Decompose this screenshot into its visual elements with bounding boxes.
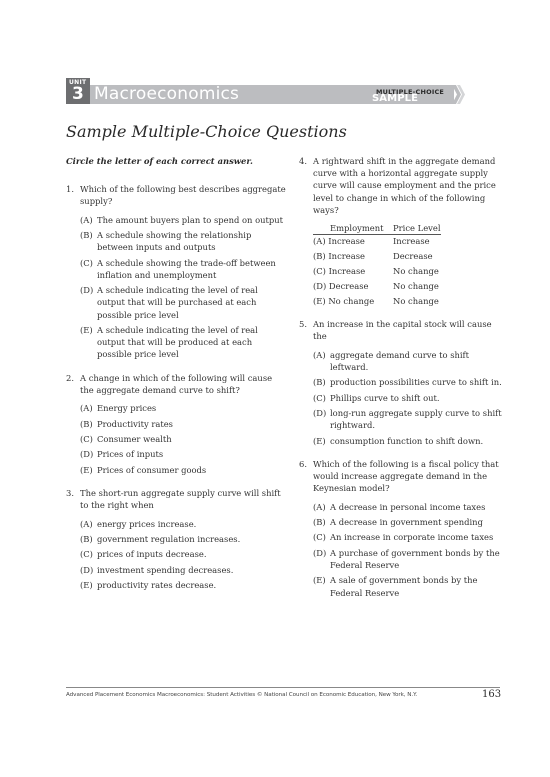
option-5c[interactable]: [313, 392, 507, 404]
option-text: An increase in corporate income taxes: [330, 532, 494, 543]
question-number: 6.: [299, 458, 307, 469]
option-1c[interactable]: [80, 257, 288, 281]
option-text: A schedule indicating the level of real output that will be produced at each possible price level: [97, 324, 258, 360]
question-5: [299, 318, 507, 342]
unit-number: 3: [72, 84, 84, 104]
price-level-value: Decrease: [393, 251, 433, 262]
option-text: prices of inputs decrease.: [97, 549, 207, 560]
option-letter: (D): [80, 285, 94, 296]
table-row[interactable]: [313, 250, 441, 265]
header-employment: Employment: [330, 223, 384, 234]
employment-value: Decrease: [328, 281, 369, 292]
question-number: 4.: [299, 156, 307, 166]
header-band: [90, 84, 454, 116]
question-number: 2.: [66, 372, 74, 383]
option-text: productivity rates decrease.: [97, 580, 217, 591]
option-letter: (A): [313, 501, 326, 512]
question-number: 3.: [66, 488, 74, 499]
option-3d[interactable]: [80, 564, 288, 576]
option-text: A purchase of government bonds by the Federal Reserve: [330, 547, 500, 570]
option-text: Phillips curve to shift out.: [330, 392, 440, 403]
option-5b[interactable]: [313, 376, 507, 388]
option-text: A decrease in government spending: [330, 516, 483, 527]
question-1-options: [66, 214, 288, 361]
option-text: A decrease in personal income taxes: [330, 501, 486, 512]
option-letter: (E): [80, 464, 93, 475]
option-3b[interactable]: [80, 533, 288, 545]
question-text: An increase in the capital stock will cause the: [313, 319, 492, 342]
option-1d[interactable]: [80, 284, 288, 321]
option-letter: (C): [80, 257, 93, 268]
option-letter: (E): [313, 575, 326, 586]
option-text: long-run aggregate supply curve to shift rightward.: [330, 408, 502, 431]
table-row[interactable]: [313, 265, 441, 280]
page-title: Sample Multiple-Choice Questions: [66, 122, 347, 141]
option-text: energy prices increase.: [97, 518, 197, 529]
question-text: A rightward shift in the aggregate demand curve with a horizontal aggregate supply curve will cause employment and the price level to change in which of the following ways?: [313, 156, 496, 215]
question-number: 1.: [66, 184, 74, 195]
option-text: production possibilities curve to shift in.: [330, 377, 502, 388]
answer-table: [313, 222, 441, 310]
option-text: Prices of inputs: [97, 449, 164, 460]
section-label-bottom: SAMPLE QUESTIONS: [372, 93, 439, 116]
section-label-top: MULTIPLE-CHOICE: [376, 88, 445, 96]
option-letter: (D): [80, 564, 94, 575]
option-text: government regulation increases.: [97, 533, 241, 544]
employment-value: Increase: [328, 266, 366, 277]
option-letter: (A): [80, 214, 93, 225]
unit-header: [66, 78, 464, 116]
table-header-row: [313, 222, 441, 235]
table-row[interactable]: [313, 295, 441, 310]
option-text: Energy prices: [97, 403, 157, 414]
unit-label: UNIT: [69, 79, 87, 86]
option-6a[interactable]: [313, 501, 507, 513]
option-3c[interactable]: [80, 548, 288, 560]
option-text: A schedule indicating the level of real output that will be purchased at each possible price level: [97, 285, 258, 320]
left-column: [66, 155, 288, 595]
option-text: Prices of consumer goods: [97, 464, 207, 475]
employment-value: No change: [328, 296, 375, 307]
option-letter: (E): [313, 435, 326, 446]
option-letter: (E): [80, 324, 93, 335]
option-2d[interactable]: [80, 448, 288, 460]
instructions: Circle the letter of each correct answer.: [66, 156, 253, 166]
question-3: [66, 487, 288, 511]
option-2e[interactable]: [80, 464, 288, 476]
option-letter: (C): [80, 549, 93, 560]
question-number: 5.: [299, 319, 307, 330]
price-level-value: No change: [393, 281, 439, 292]
price-level-value: No change: [393, 266, 439, 277]
option-letter: (C): [80, 433, 93, 444]
question-2: [66, 372, 288, 396]
option-letter: (C): [313, 266, 326, 277]
option-1a[interactable]: [80, 214, 288, 226]
question-3-options: [66, 518, 288, 592]
question-2-options: [66, 402, 288, 476]
option-6e[interactable]: [313, 574, 507, 598]
option-text: A schedule showing the relationship between inputs and outputs: [97, 230, 252, 253]
header-price-level: Price Level: [393, 223, 441, 234]
option-text: The amount buyers plan to spend on output: [97, 214, 284, 225]
page-number: 163: [482, 689, 502, 700]
option-text: Productivity rates: [97, 418, 173, 429]
option-letter: (B): [80, 533, 93, 544]
option-6c[interactable]: [313, 531, 507, 543]
question-text: The short-run aggregate supply curve will shift to the right when: [80, 488, 281, 511]
table-row[interactable]: [313, 280, 441, 295]
question-4: [299, 155, 507, 216]
option-1b[interactable]: [80, 229, 288, 253]
table-header-employment: [313, 222, 393, 235]
footer-credit: Advanced Placement Economics Macroeconomics: Student Activities © National Council on Economic Education, New York, N.Y.: [66, 692, 418, 698]
option-text: A sale of government bonds by the Federal Reserve: [330, 575, 478, 598]
option-letter: (E): [80, 580, 93, 591]
right-column: [299, 155, 507, 602]
option-letter: (A): [313, 349, 326, 360]
question-5-options: [299, 349, 507, 447]
option-letter: (B): [313, 516, 326, 527]
option-3e[interactable]: [80, 579, 288, 591]
option-letter: (B): [313, 251, 326, 262]
option-letter: (E): [313, 296, 326, 307]
option-5a[interactable]: [313, 349, 507, 373]
option-letter: (B): [313, 377, 326, 388]
question-6: [299, 458, 507, 495]
question-6-options: [299, 501, 507, 599]
option-6b[interactable]: [313, 516, 507, 528]
question-text: Which of the following is a fiscal policy that would increase aggregate demand in the Keynesian model?: [313, 458, 499, 494]
option-letter: (A): [80, 403, 93, 414]
option-text: aggregate demand curve to shift leftward.: [330, 349, 470, 372]
price-level-value: Increase: [393, 236, 430, 247]
footer-rule: [66, 687, 500, 688]
option-3a[interactable]: [80, 518, 288, 530]
option-1e[interactable]: [80, 324, 288, 361]
option-2c[interactable]: [80, 433, 288, 445]
option-letter: (A): [313, 236, 326, 247]
question-text: A change in which of the following will cause the aggregate demand curve to shift?: [80, 372, 273, 395]
option-letter: (D): [313, 408, 327, 418]
table-header-price-level: [393, 222, 441, 235]
employment-value: Increase: [328, 236, 365, 247]
option-letter: (B): [80, 230, 93, 240]
option-2b[interactable]: [80, 418, 288, 430]
question-1: [66, 183, 288, 207]
unit-badge: [66, 78, 90, 104]
option-letter: (A): [80, 518, 93, 529]
price-level-value: No change: [393, 296, 439, 307]
option-text: Consumer wealth: [97, 433, 172, 444]
question-text: Which of the following best describes aggregate supply?: [80, 184, 286, 207]
option-letter: (B): [80, 418, 93, 429]
option-text: A schedule showing the trade-off between inflation and unemployment: [97, 257, 276, 280]
unit-title: Macroeconomics: [94, 84, 240, 104]
option-2a[interactable]: [80, 402, 288, 414]
option-5e[interactable]: [313, 435, 507, 447]
employment-value: Increase: [328, 251, 365, 262]
option-letter: (C): [313, 532, 326, 543]
double-chevron-right-icon: [452, 78, 466, 104]
option-letter: (C): [313, 392, 326, 403]
option-letter: (D): [313, 547, 327, 558]
option-text: consumption function to shift down.: [330, 435, 484, 446]
option-5d[interactable]: [313, 407, 507, 431]
option-letter: (D): [80, 449, 94, 460]
option-text: investment spending decreases.: [97, 564, 234, 575]
table-row[interactable]: [313, 235, 441, 251]
option-letter: (D): [313, 281, 327, 292]
option-6d[interactable]: [313, 547, 507, 571]
